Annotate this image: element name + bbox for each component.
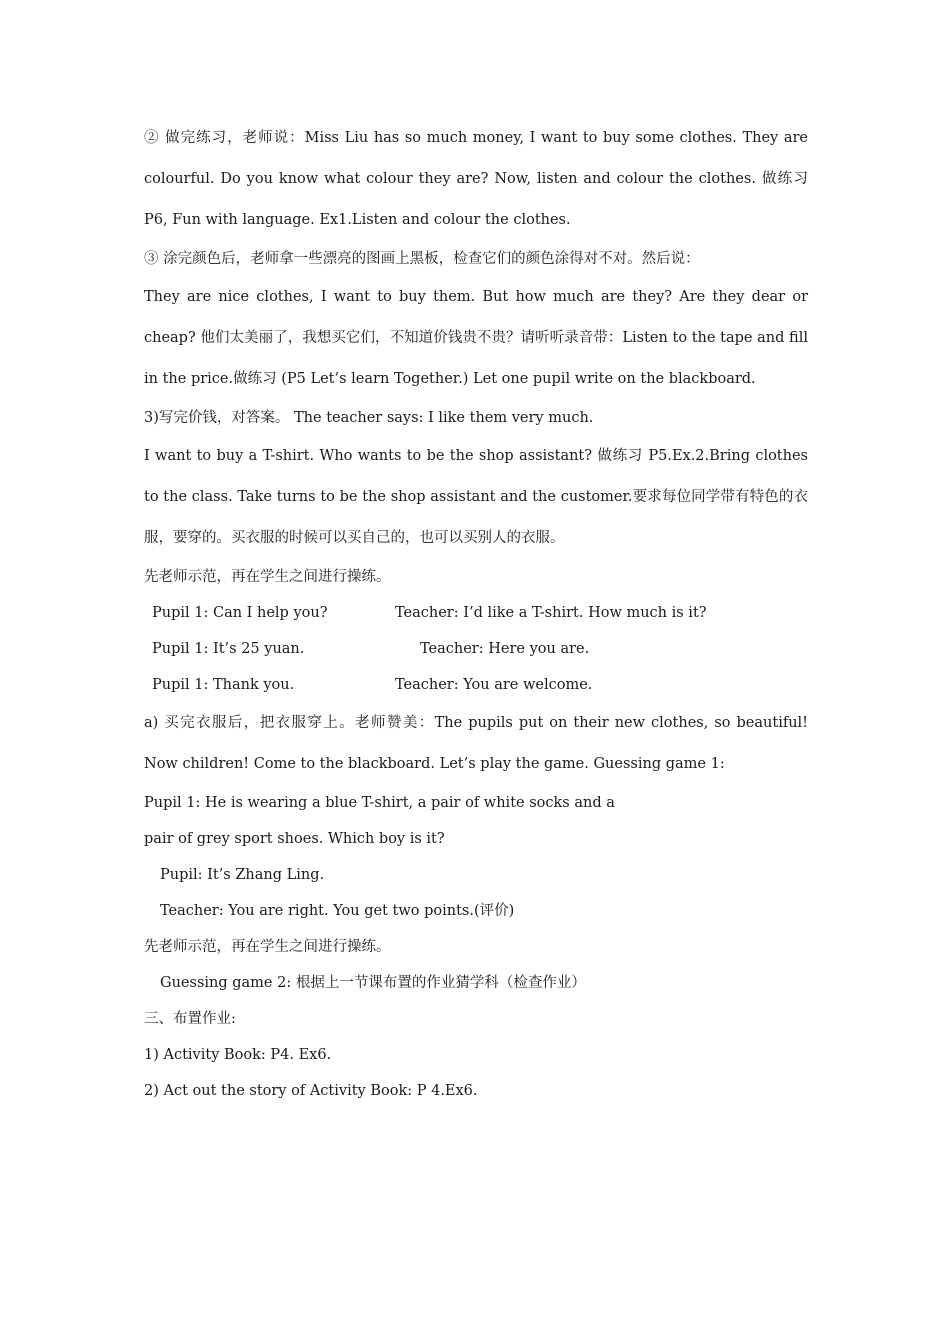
dialog-pupil-line: Pupil 1: Thank you. [152, 677, 295, 693]
dialog-line-3 [144, 667, 808, 703]
homework-item-2: 2) Act out the story of Activity Book: P 4.Ex6. [144, 1083, 478, 1099]
dialog-teacher-line: Teacher: I’d like a T-shirt. How much is it? [395, 605, 707, 621]
dialog-pupil-line: Pupil 1: It’s 25 yuan. [152, 641, 305, 657]
dialog-teacher-line: Teacher: You are welcome. [395, 677, 593, 693]
paragraph-pupil-answer: Pupil: It’s Zhang Ling. [160, 867, 325, 883]
dialog-teacher-line: Teacher: Here you are. [420, 641, 590, 657]
paragraph-price-listening: They are nice clothes, I want to buy them. But how much are they? Are they dear or cheap? 他们太美丽了，我想买它们，不知道价钱贵不贵？请听听录音带：Listen to the tape and fill in the price.做练习 (P5 Let’s learn Together.) Let one pupil write on the blackboard. [144, 289, 808, 387]
paragraph-demo-note: 先老师示范，再在学生之间进行操练。 [144, 569, 391, 585]
dialog-pupil-line: Pupil 1: Can I help you? [152, 605, 328, 621]
dialog-line-1 [144, 595, 808, 631]
document-body [144, 118, 808, 1109]
paragraph-guessing-game-2: Guessing game 2: 根据上一节课布置的作业猜学科（检查作业） [160, 975, 586, 991]
paragraph-check-answers: 3)写完价钱，对答案。 The teacher says: I like them very much. [144, 410, 594, 426]
paragraph-teacher-feedback: Teacher: You are right. You get two points.(评价) [160, 903, 515, 919]
section-heading-homework: 三、布置作业: [144, 1011, 236, 1027]
homework-item-1: 1) Activity Book: P4. Ex6. [144, 1047, 332, 1063]
paragraph-guessing-game-1: a) 买完衣服后，把衣服穿上。老师赞美：The pupils put on their new clothes, so beautiful! Now children! Come to the blackboard. Let’s play the game. Guessing game 1: [144, 715, 808, 772]
paragraph-shop-roleplay: I want to buy a T-shirt. Who wants to be the shop assistant? 做练习 P5.Ex.2.Bring clothes to the class. Take turns to be the shop assistant and the customer.要求每位同学带有特色的衣服，要穿的。买衣服的时候可以买自己的，也可以买别人的衣服。 [144, 448, 808, 546]
paragraph-intro-price: ③ 涂完颜色后，老师拿一些漂亮的图画上黑板，检查它们的颜色涂得对不对。然后说： [144, 251, 700, 267]
paragraph-pupil-description-1: Pupil 1: He is wearing a blue T-shirt, a pair of white socks and a [144, 795, 615, 811]
dialog-line-2 [144, 631, 808, 667]
paragraph-pupil-description-2: pair of grey sport shoes. Which boy is it? [144, 831, 445, 847]
paragraph-exercise-colour: ② 做完练习，老师说：Miss Liu has so much money, I want to buy some clothes. They are colourful. Do you know what colour they are? Now, listen and colour the clothes. 做练习P6, Fun with language. Ex1.Listen and colour the clothes. [144, 130, 808, 228]
paragraph-demo-note-2: 先老师示范，再在学生之间进行操练。 [144, 939, 391, 955]
